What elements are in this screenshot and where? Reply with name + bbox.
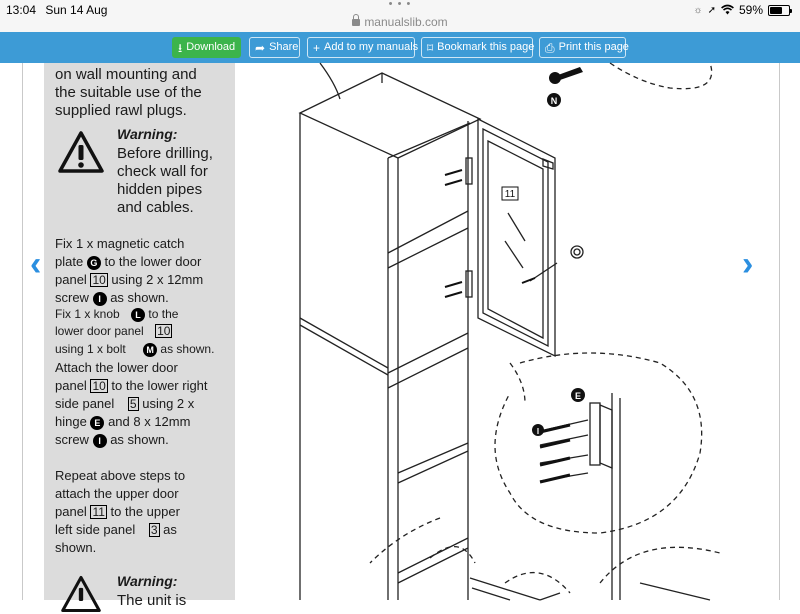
step3-line-2 [55,378,208,393]
svg-text:E: E [574,391,582,401]
bookmark-button[interactable] [421,37,533,58]
diagram-label-i [532,424,544,436]
step3-text-5: hinge [55,414,87,429]
repeat-line-2: attach the upper door [55,486,179,501]
step1-text-4: using 2 x 12mm [111,272,204,287]
step2-text-5: as shown. [160,342,215,356]
battery-percent: 59% [738,3,763,17]
print-label: Print this page [558,41,629,53]
address-bar[interactable] [0,15,800,29]
download-icon: ⭳ [178,40,183,55]
prev-page-arrow-icon[interactable]: ‹ [30,245,42,283]
svg-text:I: I [536,427,540,436]
step3-text-7: screw [55,432,89,447]
share-label: Share [269,41,299,53]
step1-line-4 [55,290,169,306]
warning-line-4: and cables. [117,199,194,216]
svg-text:N: N [550,96,558,106]
bookmark-icon: ⌑ [427,40,434,55]
step3-text-2: to the lower right [111,378,208,393]
assembly-diagram [240,63,780,600]
location-icon: ➚ [707,4,716,16]
repeat-line-4 [55,522,177,537]
part-number-10b: 10 [157,324,171,338]
step1-text-2: to the lower door [104,254,202,269]
step2-text-3: lower door panel [55,324,144,338]
step1-text-5: screw [55,290,89,305]
step3-text-6: and 8 x 12mm [108,414,191,429]
step3-line-4 [55,414,190,430]
step2-text-2: to the [148,307,179,321]
part-number-10: 10 [92,273,106,287]
tab-dots-icon[interactable]: • • • [388,0,412,10]
intro-line-2: the suitable use of the [55,84,202,101]
next-page-arrow-icon[interactable]: › [742,245,754,283]
status-indicators [693,3,790,17]
repeat-text: panel [55,504,87,519]
battery-icon [768,5,790,16]
repeat-line-5: shown. [55,540,97,555]
repeat-text-3: left side panel [55,522,136,537]
intro-line-1: on wall mounting and [55,66,197,83]
step2-text: Fix 1 x knob [55,307,120,321]
part-label-g: G [87,256,101,270]
part-label-e: E [90,416,104,430]
step3-text: panel [55,378,87,393]
step3-line-3 [55,396,194,411]
warning2-line-1: The unit is [117,592,187,609]
url-text: manualslib.com [364,15,448,29]
brightness-icon: ☼ [693,4,703,16]
share-button[interactable] [249,37,300,58]
step1-text-6: as shown. [110,290,169,305]
printer-icon: ⎙ [545,40,555,55]
warning-triangle-icon-2 [58,574,104,614]
lock-icon [352,19,360,26]
page-edge-left [22,63,23,600]
warning-line-2: check wall for [117,163,208,180]
intro-line-3: supplied rawl plugs. [55,102,187,119]
step2-line-1 [55,307,178,322]
step1-line-2 [55,254,201,270]
part-label-i: I [93,292,107,306]
part-label-l: L [131,308,145,322]
svg-text:11: 11 [504,189,516,200]
step2-text-4: using 1 x bolt [55,342,126,356]
warning-line-1: Before drilling, [117,145,213,162]
part-number-3: 3 [150,523,158,537]
part-label-m: M [143,343,157,357]
step3-line-5 [55,432,169,448]
step1-line-1: Fix 1 x magnetic catch [55,236,185,251]
repeat-text-2: to the upper [110,504,180,519]
print-button[interactable] [539,37,629,58]
step1-text: plate [55,254,84,269]
date: Sun 14 Aug [45,3,108,17]
part-label-i-2: I [93,434,107,448]
bookmark-label: Bookmark this page [437,41,535,53]
part-number-5: 5 [129,397,137,411]
repeat-text-4: as [163,522,177,537]
add-label: Add to my manuals [324,41,419,53]
repeat-line-1: Repeat above steps to [55,468,186,483]
step2-line-3 [55,342,214,357]
step3-text-8: as shown. [110,432,169,447]
repeat-line-3 [55,504,180,519]
download-button[interactable] [172,37,241,58]
wifi-icon [721,5,734,15]
part-number-10c: 10 [92,379,106,393]
add-to-manuals-button[interactable] [307,37,419,58]
warning-title-2: Warning: [117,573,178,589]
part-number-11: 11 [92,505,105,519]
step3-text-4: using 2 x [142,396,195,411]
diagram-label-n [547,93,561,107]
status-bar [0,0,800,32]
time: 13:04 [6,3,37,17]
diagram-label-e [571,388,585,402]
step3-text-3: side panel [55,396,115,411]
warning-title: Warning: [117,126,178,142]
manual-toolbar [0,32,800,63]
step3-line-1: Attach the lower door [55,360,178,375]
step1-text-3: panel [55,272,87,287]
warning-line-3: hidden pipes [117,181,203,198]
manual-page-viewer[interactable] [0,63,800,609]
warning-triangle-icon [56,129,106,175]
plus-icon: + [313,40,321,55]
download-label: Download [186,41,236,53]
step1-line-3 [55,272,203,287]
share-icon: ➦ [255,40,266,55]
diagram-label-11 [502,187,518,200]
step2-line-2 [55,324,172,339]
